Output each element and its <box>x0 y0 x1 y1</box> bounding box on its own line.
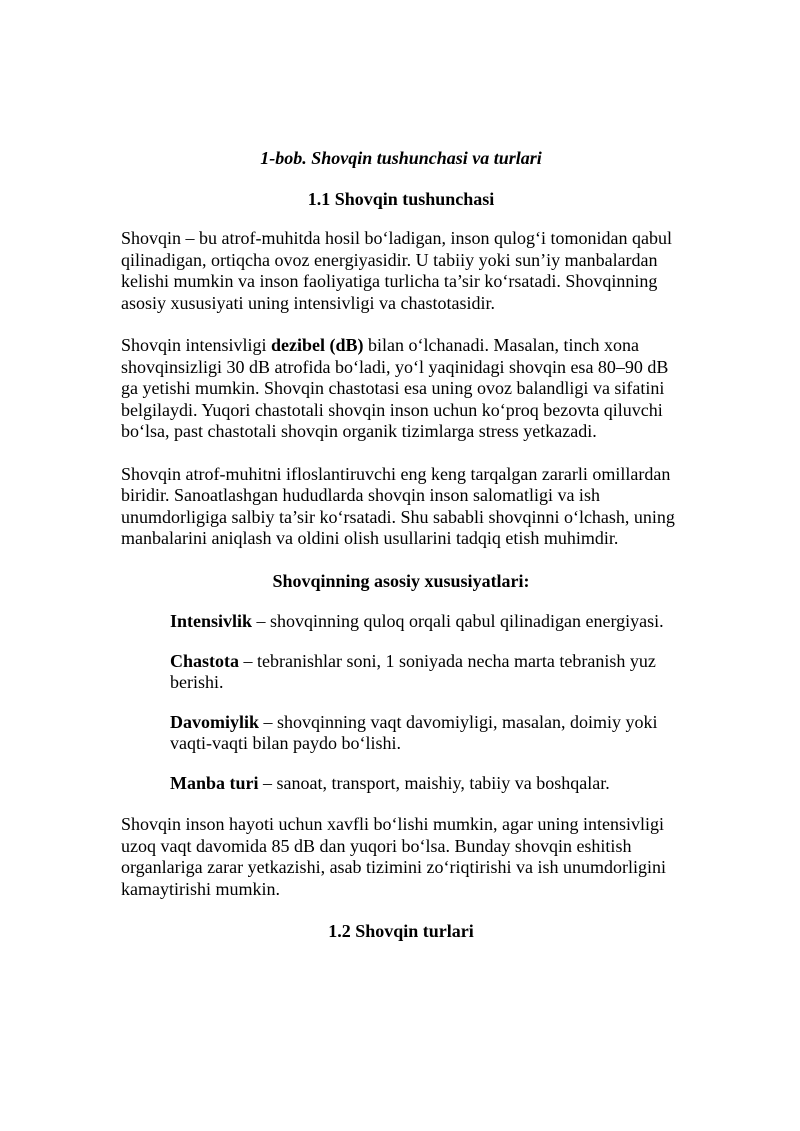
feature-term: Intensivlik <box>170 611 253 631</box>
feature-desc: – shovqinning quloq orqali qabul qilinadigan energiyasi. <box>252 611 664 631</box>
paragraph-danger: Shovqin inson hayoti uchun xavfli bo‘lishi mumkin, agar uning intensivligi uzoq vaqt davomida 85 dB dan yuqori bo‘lsa. Bunday shovqin eshitish organlariga zarar yetkazishi, asab tizimini zo‘riqtirishi va ish unumdorligini kamaytirishi mumkin. <box>121 814 667 899</box>
chapter-title: 1-bob. Shovqin tushunchasi va turlari <box>260 148 542 168</box>
feature-term: Manba turi <box>170 772 259 793</box>
paragraph-intensity <box>121 335 681 443</box>
decibel-term: dezibel (dB) <box>271 335 364 355</box>
feature-desc: – sanoat, transport, maishiy, tabiiy va boshqalar. <box>258 772 610 793</box>
document-page <box>121 148 681 961</box>
features-list <box>121 611 681 794</box>
feature-desc: – shovqinning vaqt davomiyligi, masalan, doimiy yoki vaqti-vaqti bilan paydo bo‘lishi. <box>170 711 658 753</box>
feature-term: Davomiylik <box>170 711 260 732</box>
feature-item-source <box>170 773 681 795</box>
paragraph-intensity-start: Shovqin intensivligi <box>121 335 272 355</box>
paragraph-intensity-end: bilan o‘lchanadi. Masalan, tinch xona shovqinsizligi 30 dB atrofida bo‘ladi, yo‘l yaqinidagi shovqin esa 80–90 dB ga yetishi mumkin. Shovqin chastotasi esa uning ovoz balandligi va sifatini belgilaydi. Yuqori chastotali shovqin inson uchun ko‘proq bezovta qiluvchi bo‘lsa, past chastotali shovqin organik tizimlarga stress yetkazadi. <box>121 335 669 441</box>
feature-desc: – tebranishlar soni, 1 soniyada necha marta tebranish yuz berishi. <box>170 650 656 692</box>
section-title-1-2: 1.2 Shovqin turlari <box>328 921 474 941</box>
paragraph-definition: Shovqin – bu atrof-muhitda hosil bo‘ladigan, inson qulog‘i tomonidan qabul qilinadigan, ortiqcha ovoz energiyasidir. U tabiiy yoki sun’iy manbalardan kelishi mumkin va inson faoliyatiga turlicha ta’sir ko‘rsatadi. Shovqinning asosiy xususiyati uning intensivligi va chastotasidir. <box>121 228 672 313</box>
paragraph-pollution: Shovqin atrof-muhitni ifloslantiruvchi eng keng tarqalgan zararli omillardan biridir. Sanoatlashgan hududlarda shovqin inson salomatligi va ish unumdorligiga salbiy ta’sir ko‘rsatadi. Shu sababli shovqinni o‘lchash, uning manbalarini aniqlash va oldini olish usullarini tadqiq etish muhimdir. <box>121 463 675 548</box>
feature-item-frequency <box>170 651 681 694</box>
feature-item-duration <box>170 712 681 755</box>
feature-term: Chastota <box>170 650 240 671</box>
features-heading: Shovqinning asosiy xususiyatlari: <box>272 570 530 591</box>
feature-item-intensity <box>170 611 681 633</box>
section-title-1-1: 1.1 Shovqin tushunchasi <box>307 188 495 209</box>
